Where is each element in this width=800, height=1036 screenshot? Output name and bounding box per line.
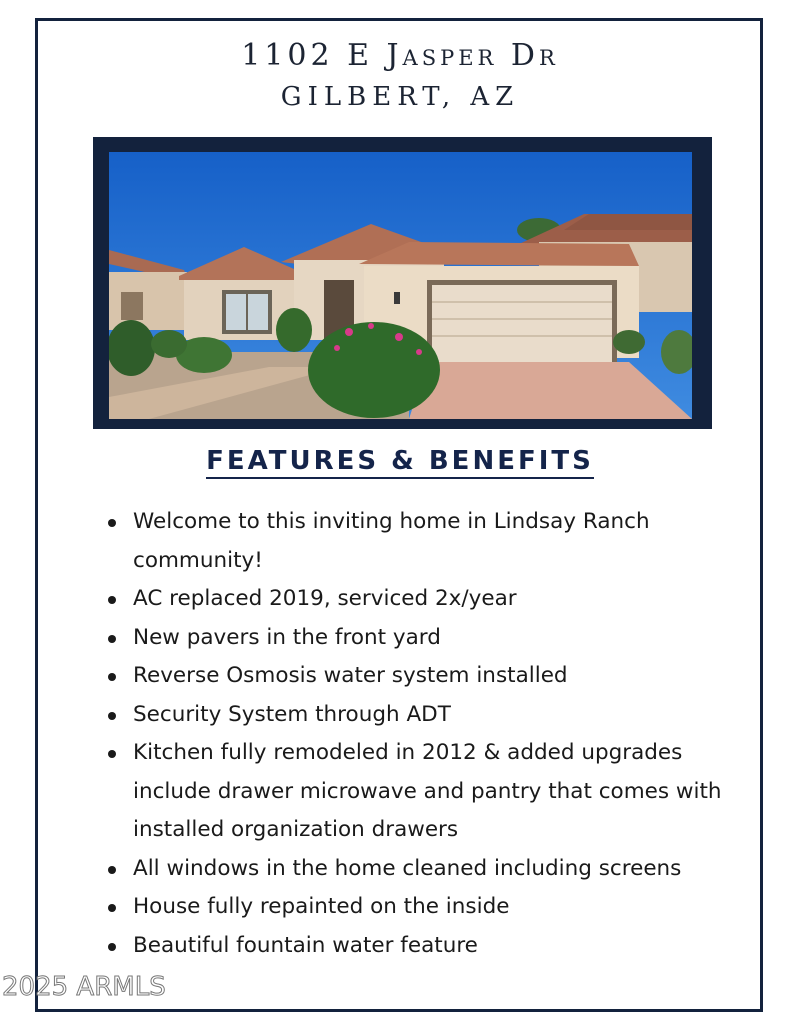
list-item: Kitchen fully remodeled in 2012 & added upgrades include drawer microwave and pantry that comes with installed organization drawers [105, 734, 725, 850]
address-line2: GILBERT, AZ [280, 82, 520, 112]
list-item: Beautiful fountain water feature [105, 927, 725, 966]
list-item: All windows in the home cleaned including screens [105, 850, 725, 889]
address-line1: 1102 E Jasper Dr [241, 38, 559, 73]
list-item: Welcome to this inviting home in Lindsay Ranch community! [105, 503, 725, 580]
features-heading-text: FEATURES & BENEFITS [206, 446, 594, 479]
list-item: New pavers in the front yard [105, 619, 725, 658]
list-item: AC replaced 2019, serviced 2x/year [105, 580, 725, 619]
features-list [105, 503, 725, 965]
list-item: Security System through ADT [105, 696, 725, 735]
list-item: House fully repainted on the inside [105, 888, 725, 927]
house-exterior-photo [109, 152, 692, 419]
copyright-watermark: 2025 ARMLS [2, 972, 166, 1002]
features-heading [0, 446, 800, 476]
list-item: Reverse Osmosis water system installed [105, 657, 725, 696]
photo-frame [93, 137, 712, 429]
